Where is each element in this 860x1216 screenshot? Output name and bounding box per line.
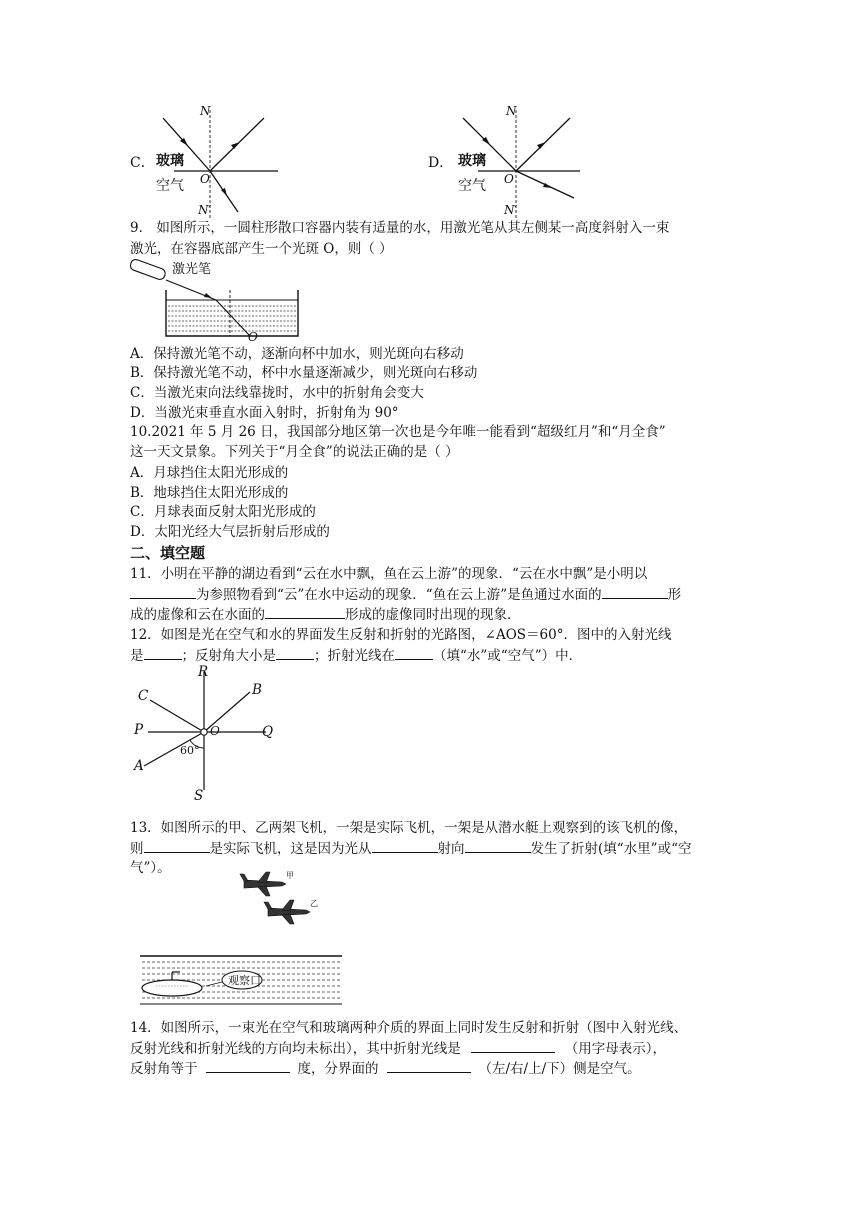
q12-blank-1[interactable]	[144, 645, 182, 660]
q12-text-d: （填“水”或“空气”）中．	[433, 648, 583, 664]
q9-option-b: B．保持激光笔不动，杯中水量逐渐减少，则光斑向右移动	[130, 365, 478, 381]
label-R: R	[198, 664, 209, 680]
q12-text-c: ；折射光线在	[314, 648, 395, 664]
planes-submarine-diagram	[136, 868, 346, 1010]
q11-line3-end: 形成的虚像同时出现的现象．	[345, 607, 521, 623]
plane-icon-2	[264, 900, 310, 924]
q11-line2	[130, 584, 730, 605]
q11-blank-1[interactable]	[130, 584, 196, 599]
q14-line1: 14．如图所示，一束光在空气和玻璃两种介质的界面上同时发生反射和折射（图中入射光线、	[130, 1020, 688, 1036]
q8-option-d	[428, 100, 598, 220]
q14-text-e: （左/右/上/下）侧是空气。	[478, 1061, 641, 1077]
q11-blank-2[interactable]	[602, 584, 668, 599]
q9-option-a: A．保持激光笔不动，逐渐向杯中加水，则光斑向右移动	[130, 346, 464, 362]
option-d-glass: 玻璃	[458, 153, 486, 169]
option-d-letter: D．	[428, 155, 454, 171]
q9-stem-line2: 激光，在容器底部产生一个光斑 O，则（ ）	[130, 241, 393, 257]
q14-blank-3[interactable]	[387, 1058, 471, 1073]
q14-text-d: 度，分界面的	[297, 1061, 379, 1077]
q11-line2-text: 为参照物看到“云”在水中运动的现象．“鱼在云上游”是鱼通过水面的	[196, 587, 602, 603]
q10-option-b: B．地球挡住太阳光形成的	[130, 485, 289, 501]
q9-stem-line1: 9． 如图所示，一圆柱形散口容器内装有适量的水，用激光笔从其左侧某一高度斜射入一束	[130, 220, 670, 236]
option-d-N: N	[506, 104, 517, 118]
label-O: O	[210, 724, 220, 738]
label-Q: Q	[262, 724, 274, 740]
q9-option-d: D．当激光束垂直水面入射时，折射角为 90°	[130, 405, 399, 421]
q11-blank-3[interactable]	[265, 604, 345, 619]
q11-line3-text: 成的虚像和云在水面的	[130, 607, 265, 623]
q13-blank-2[interactable]	[372, 838, 438, 853]
option-d-diagram	[428, 100, 598, 220]
section-heading-fill-in: 二、填空题	[130, 544, 206, 562]
q14-text-b: （用字母表示），	[564, 1041, 666, 1057]
option-c-letter: C．	[130, 155, 155, 171]
q13-blank-1[interactable]	[144, 838, 210, 853]
q9-figure	[128, 258, 308, 344]
q14-blank-1[interactable]	[471, 1038, 555, 1053]
q14-text-a: 反射光线和折射光线的方向均未标出），其中折射光线是	[130, 1041, 461, 1057]
label-B: B	[252, 682, 262, 698]
q11-line2-end: 形	[667, 587, 682, 603]
q10-option-d: D．太阳光经大气层折射后形成的	[130, 524, 330, 540]
option-c-N-prime: N′	[198, 203, 212, 217]
option-c-O: O	[200, 172, 210, 186]
plane-icon-1	[240, 872, 286, 896]
q14-line2	[130, 1038, 730, 1059]
label-angle: 60°	[180, 744, 200, 757]
q9-option-c: C．当激光束向法线靠拢时，水中的折射角会变大	[130, 385, 424, 401]
q13-line2	[130, 838, 730, 859]
q12-blank-2[interactable]	[276, 645, 314, 660]
laser-pen-label: 激光笔	[172, 262, 212, 277]
option-c-air: 空气	[156, 178, 184, 194]
q13-text-b: 是实际飞机，这是因为光从	[209, 841, 372, 857]
option-c-N: N	[200, 104, 211, 118]
q12-text-b: ；反射角大小是	[181, 648, 276, 664]
q10-option-a: A．月球挡住太阳光形成的	[130, 465, 289, 481]
q12-line1: 12．如图是光在空气和水的界面发生反射和折射的光路图，∠AOS＝60°．图中的入射光线	[130, 627, 672, 643]
observation-window-label: 观察口	[228, 974, 261, 987]
q13-text-a: 则	[130, 841, 144, 857]
q14-text-c: 反射角等于	[130, 1061, 198, 1077]
plane-1-label: 甲	[286, 871, 294, 880]
option-d-N-prime: N′	[504, 203, 518, 217]
option-d-O: O	[504, 172, 514, 186]
q13-line3: 气”）。	[130, 860, 171, 876]
q12-figure	[128, 666, 288, 808]
q12-blank-3[interactable]	[395, 645, 433, 660]
laser-pen-icon	[129, 258, 167, 281]
q13-figure	[136, 868, 346, 1010]
option-d-air: 空气	[458, 178, 486, 194]
q13-line1: 13．如图所示的甲、乙两架飞机，一架是实际飞机，一架是从潜水艇上观察到的该飞机的像，	[130, 820, 688, 836]
light-spot-O: O	[248, 330, 258, 344]
q13-text-d: 发生了折射(填“水里”或“空	[530, 841, 692, 857]
q13-blank-3[interactable]	[465, 838, 531, 853]
submarine-icon	[142, 972, 202, 996]
laser-container-diagram	[128, 258, 308, 344]
q12-line2	[130, 645, 730, 666]
q12-text-a: 是	[130, 648, 144, 664]
q11-line1: 11．小明在平静的湖边看到“云在水中飘，鱼在云上游”的现象．“云在水中飘”是小明以	[130, 566, 648, 582]
q14-line3	[130, 1058, 730, 1079]
label-P: P	[134, 722, 144, 738]
label-A: A	[134, 758, 144, 774]
q13-text-c: 射向	[437, 841, 465, 857]
q10-stem-line1: 10.2021 年 5 月 26 日，我国部分地区第一次也是今年唯一能看到“超级红月”和“月全食”	[130, 424, 666, 440]
q8-option-c	[130, 100, 300, 220]
label-C: C	[138, 688, 149, 704]
q10-stem-line2: 这一天文景象。下列关于“月全食”的说法正确的是（ ）	[130, 444, 459, 460]
plane-2-label: 乙	[310, 899, 318, 908]
q14-blank-2[interactable]	[206, 1058, 290, 1073]
option-c-glass: 玻璃	[156, 153, 184, 169]
q10-option-c: C．月球表面反射太阳光形成的	[130, 504, 316, 520]
q11-line3	[130, 604, 730, 625]
label-S: S	[194, 788, 204, 804]
